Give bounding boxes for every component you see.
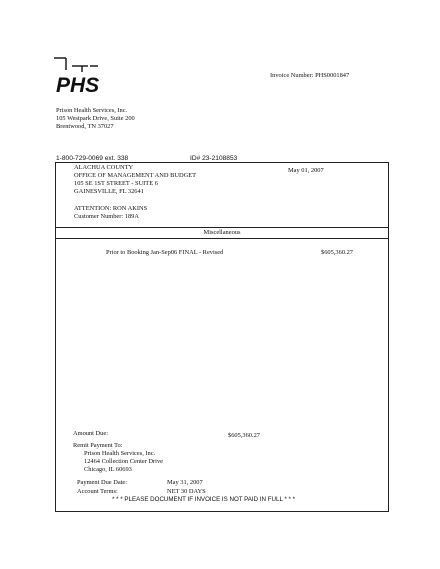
remit-label: Remit Payment To: xyxy=(73,442,123,449)
bill-to-line4: GAINESVILLE, FL 32641 xyxy=(74,188,144,195)
account-terms-value: NET 30 DAYS xyxy=(167,488,206,495)
items-header-divider xyxy=(56,238,388,239)
remit-line2: 12464 Collection Center Drive xyxy=(84,458,163,465)
invoice-number: Invoice Number: PHS0001847 xyxy=(270,72,350,79)
company-phone: 1-800-729-0069 ext. 338 xyxy=(56,155,129,162)
logo-text: PHS xyxy=(56,74,100,96)
bill-to-line1: ALACHUA COUNTY xyxy=(74,164,134,171)
company-name: Prison Health Services, Inc. xyxy=(56,107,128,114)
item-description: Prior to Booking Jan-Sep06 FINAL - Revised xyxy=(106,249,224,256)
bill-to-line3: 105 SE 1ST STREET - SUITE 6 xyxy=(74,180,158,187)
payment-notice: * * * PLEASE DOCUMENT IF INVOICE IS NOT PAID IN FULL * * * xyxy=(112,496,296,503)
remit-line3: Chicago, IL 60693 xyxy=(84,466,132,473)
item-amount: $605,360.27 xyxy=(321,249,353,256)
payment-due-value: May 31, 2007 xyxy=(167,479,203,486)
phs-logo xyxy=(52,52,100,96)
invoice-date: May 01, 2007 xyxy=(288,167,324,174)
company-address-line1: 105 Westpark Drive, Suite 200 xyxy=(56,115,135,122)
items-header: Miscellaneous xyxy=(203,229,241,236)
account-terms-label: Account Terms: xyxy=(77,488,118,495)
attention-line: ATTENTION: RON AKINS xyxy=(74,205,148,212)
payment-due-label: Payment Due Date: xyxy=(77,479,128,486)
tax-id: ID# 23-2108853 xyxy=(190,155,238,162)
amount-due-value: $605,360.27 xyxy=(228,432,260,439)
company-address-line2: Brentwood, TN 37027 xyxy=(56,123,114,130)
amount-due-label: Amount Due: xyxy=(73,430,108,437)
remit-line1: Prison Health Services, Inc. xyxy=(84,450,156,457)
bill-to-line2: OFFICE OF MANAGEMENT AND BUDGET xyxy=(74,172,197,179)
customer-number: Customer Number: 189A xyxy=(74,213,139,220)
